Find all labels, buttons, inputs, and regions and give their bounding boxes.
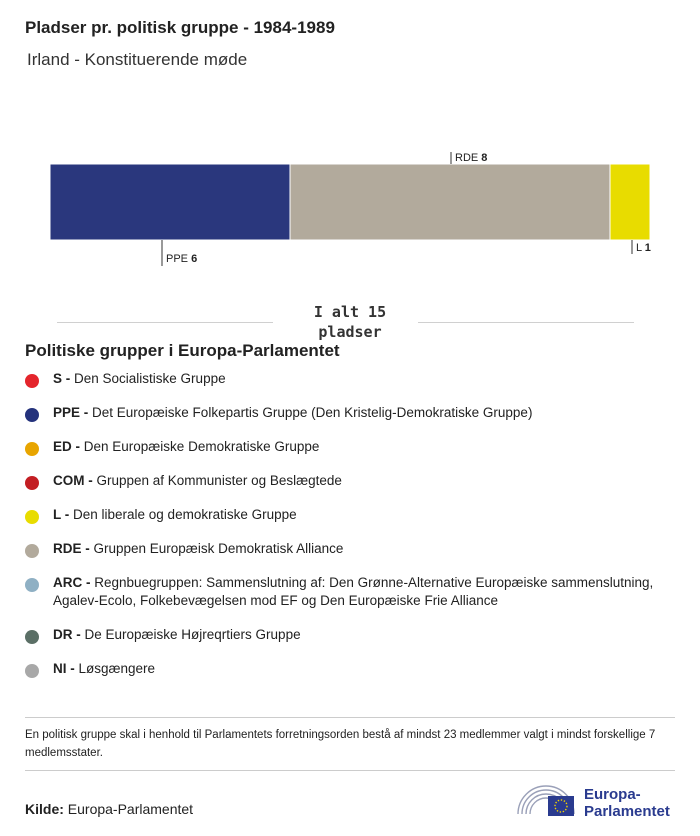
legend-item	[25, 540, 665, 558]
data-label-category: PPE	[166, 253, 192, 265]
legend-text: Gruppen Europæisk Demokratisk Alliance	[93, 541, 344, 556]
legend-text: Regnbuegruppen: Sammenslutning af: Den Grønne-Alternative Europæiske sammenslutning, Agalev-Ecolo, Folkebevægelsen mod EF og Den Europæiske Frie Alliance	[53, 575, 654, 608]
legend-dot-icon	[25, 664, 39, 678]
data-label	[455, 152, 487, 164]
total-line-left	[57, 322, 273, 323]
legend-dot-icon	[25, 442, 39, 456]
bar-segment-ppe	[50, 164, 290, 240]
legend-code: NI -	[53, 661, 79, 676]
data-label-category: L	[636, 242, 645, 254]
data-label-value: 8	[481, 152, 488, 164]
total-seats-label	[300, 302, 400, 342]
legend-code: S -	[53, 371, 75, 386]
legend-text: Gruppen af Kommunister og Beslægtede	[96, 473, 342, 488]
chart-title: Pladser pr. politisk gruppe - 1984-1989	[25, 18, 335, 37]
bar-segment-l	[610, 164, 650, 240]
stacked-bar-chart	[0, 140, 700, 270]
bar-segment-rde	[290, 164, 610, 240]
legend-text: Den Europæiske Demokratiske Gruppe	[83, 439, 320, 454]
legend-code: COM -	[53, 473, 97, 488]
source-value: Europa-Parlamentet	[67, 801, 194, 817]
legend-item	[25, 370, 665, 388]
legend	[25, 370, 665, 694]
data-label-value: 1	[644, 242, 651, 254]
legend-item	[25, 472, 665, 490]
legend-item	[25, 506, 665, 524]
europarl-logo	[514, 780, 684, 820]
legend-dot-icon	[25, 510, 39, 524]
legend-dot-icon	[25, 408, 39, 422]
divider-bottom	[25, 770, 675, 771]
legend-text: De Europæiske Højreqrtiers Gruppe	[84, 627, 301, 642]
legend-item	[25, 438, 665, 456]
legend-item	[25, 626, 665, 644]
source-label: Kilde:	[25, 801, 64, 817]
legend-code: PPE -	[53, 405, 93, 420]
total-line2: pladser	[318, 323, 382, 341]
legend-dot-icon	[25, 476, 39, 490]
divider-top	[25, 717, 675, 718]
legend-item	[25, 404, 665, 422]
legend-text: Den Socialistiske Gruppe	[74, 371, 226, 386]
legend-dot-icon	[25, 374, 39, 388]
source	[25, 801, 193, 817]
legend-item	[25, 660, 665, 678]
logo-text	[584, 786, 670, 820]
logo-line1: Europa-	[584, 786, 641, 803]
legend-dot-icon	[25, 544, 39, 558]
legend-dot-icon	[25, 578, 39, 592]
legend-item	[25, 574, 665, 610]
legend-text: Den liberale og demokratiske Gruppe	[73, 507, 297, 522]
legend-text: Det Europæiske Folkepartis Gruppe (Den Kristelig-Demokratiske Gruppe)	[92, 405, 533, 420]
data-label	[166, 253, 197, 265]
data-label	[636, 242, 651, 254]
total-line-right	[418, 322, 634, 323]
legend-code: L -	[53, 507, 73, 522]
legend-code: DR -	[53, 627, 85, 642]
legend-code: ED -	[53, 439, 84, 454]
legend-dot-icon	[25, 630, 39, 644]
data-label-value: 6	[191, 253, 198, 265]
parliament-hemicycle-icon	[514, 780, 578, 820]
legend-heading: Politiske grupper i Europa-Parlamentet	[25, 341, 340, 360]
total-line1: I alt 15	[313, 303, 387, 321]
data-label-category: RDE	[455, 152, 482, 164]
legend-code: ARC -	[53, 575, 95, 590]
chart-subtitle: Irland - Konstituerende møde	[27, 50, 248, 69]
legend-code: RDE -	[53, 541, 94, 556]
logo-line2: Parlamentet	[584, 803, 670, 820]
legend-text: Løsgængere	[78, 661, 156, 676]
footnote: En politisk gruppe skal i henhold til Parlamentets forretningsorden bestå af mindst 23 medlemmer valgt i mindst forskellige 7 medlemsstater.	[25, 729, 656, 759]
